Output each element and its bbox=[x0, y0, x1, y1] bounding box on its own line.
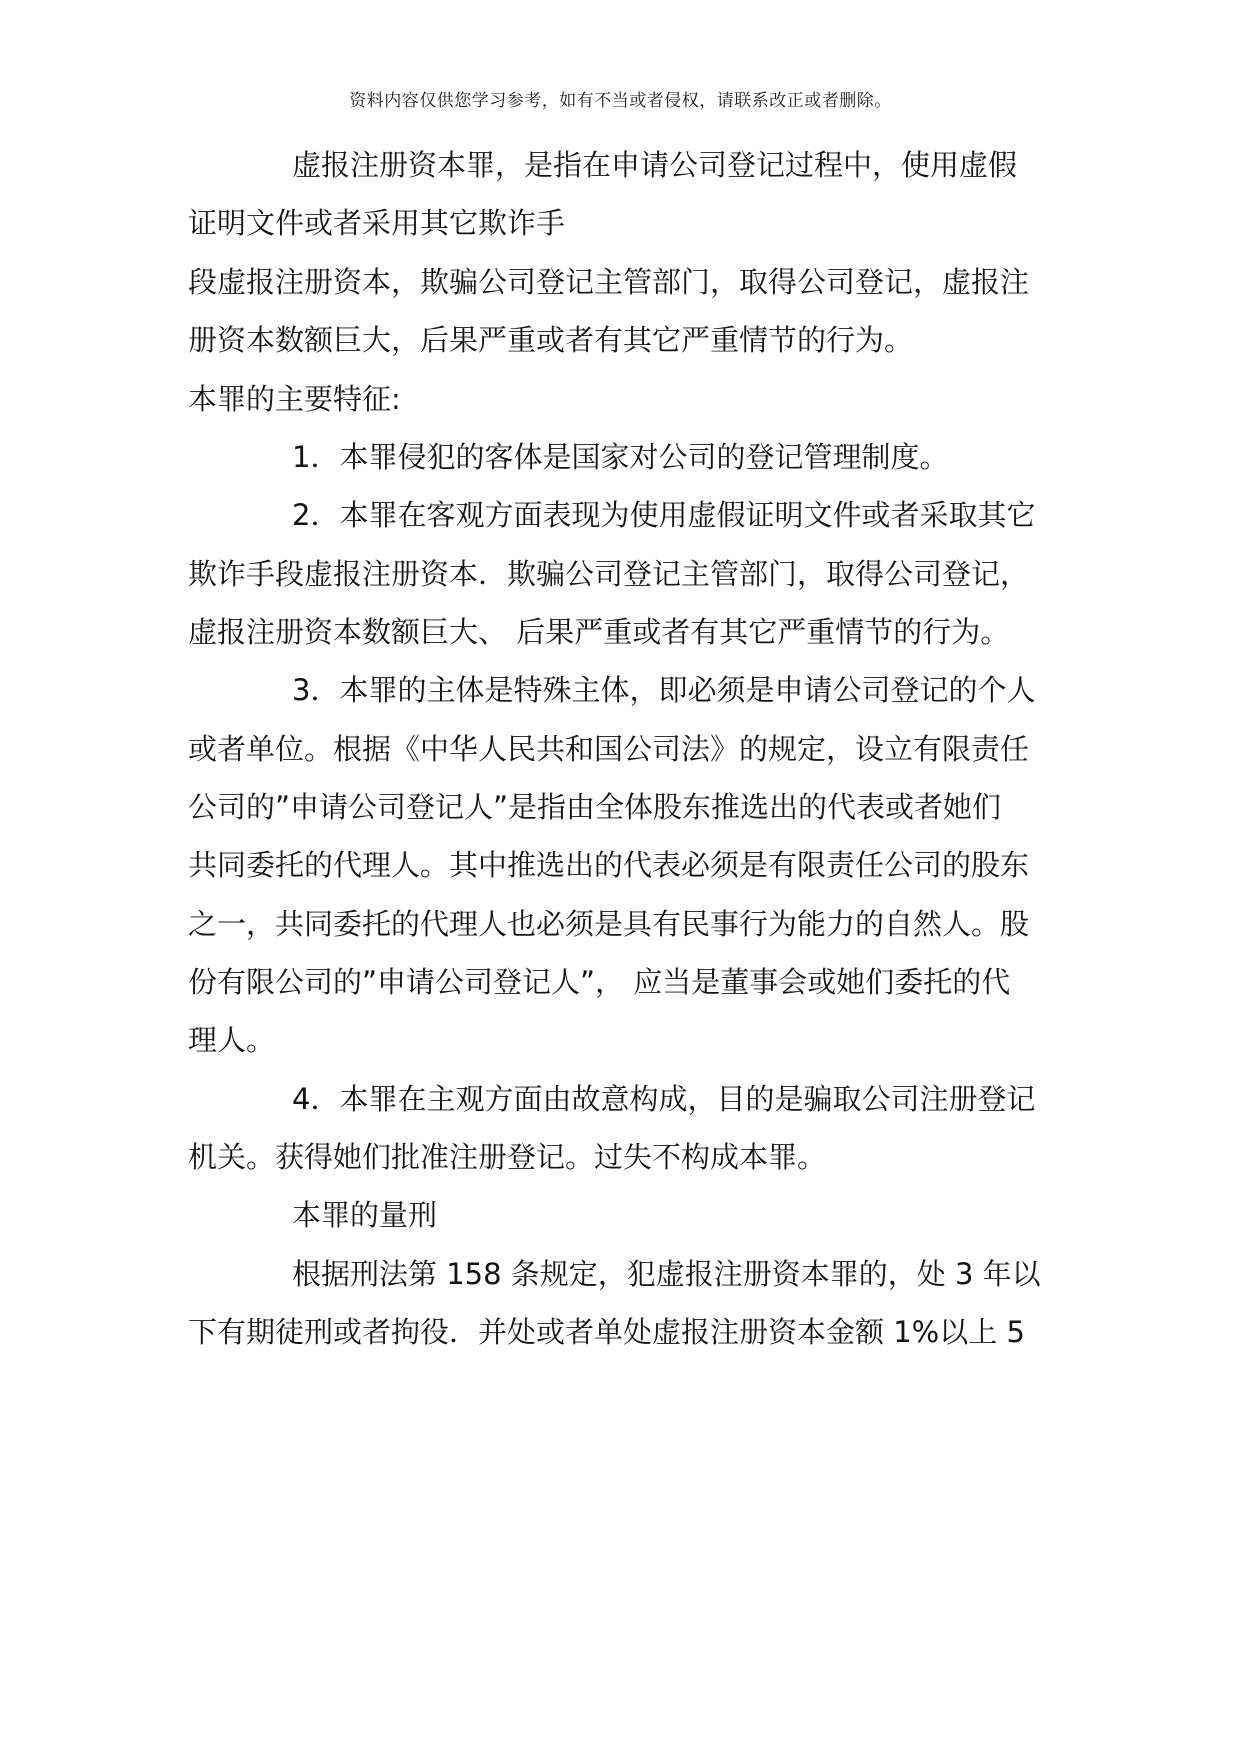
paragraph-line: 根据刑法第 158 条规定，犯虚报注册资本罪的，处 3 年以 bbox=[292, 1257, 1041, 1291]
paragraph-line: 公司的”申请公司登记人”是指由全体股东推选出的代表或者她们 bbox=[188, 790, 1002, 824]
paragraph-line: 份有限公司的”申请公司登记人”， 应当是董事会或她们委托的代 bbox=[188, 965, 1011, 999]
paragraph-line: 证明文件或者采用其它欺诈手 bbox=[188, 206, 566, 240]
paragraph-line: 机关。获得她们批准注册登记。过失不构成本罪。 bbox=[188, 1140, 827, 1174]
paragraph-line: 段虚报注册资本，欺骗公司登记主管部门，取得公司登记，虚报注 bbox=[188, 265, 1030, 299]
paragraph-line: 虚报注册资本数额巨大、 后果严重或者有其它严重情节的行为。 bbox=[188, 615, 1010, 649]
paragraph-line: 3．本罪的主体是特殊主体，即必须是申请公司登记的个人 bbox=[292, 673, 1036, 707]
paragraph-line: 册资本数额巨大，后果严重或者有其它严重情节的行为。 bbox=[188, 323, 914, 357]
paragraph-line: 2．本罪在客观方面表现为使用虚假证明文件或者采取其它 bbox=[292, 498, 1036, 532]
paragraph-line: 欺诈手段虚报注册资本．欺骗公司登记主管部门，取得公司登记， bbox=[188, 557, 1030, 591]
paragraph-line: 4．本罪在主观方面由故意构成，目的是骗取公司注册登记 bbox=[292, 1082, 1036, 1116]
paragraph-line: 1．本罪侵犯的客体是国家对公司的登记管理制度。 bbox=[292, 440, 949, 474]
section-heading: 本罪的主要特征: bbox=[188, 382, 401, 416]
paragraph-line: 或者单位。根据《中华人民共和国公司法》的规定，设立有限责任 bbox=[188, 732, 1030, 766]
paragraph-line: 虚报注册资本罪，是指在申请公司登记过程中，使用虚假 bbox=[292, 148, 1018, 182]
paragraph-line: 之一，共同委托的代理人也必须是具有民事行为能力的自然人。股 bbox=[188, 907, 1030, 941]
page-header-notice: 资料内容仅供您学习参考，如有不当或者侵权，请联系改正或者删除。 bbox=[349, 91, 892, 111]
paragraph-line: 共同委托的代理人。其中推选出的代表必须是有限责任公司的股东 bbox=[188, 848, 1030, 882]
paragraph-line: 下有期徒刑或者拘役．并处或者单处虚报注册资本金额 1%以上 5 bbox=[188, 1315, 1025, 1349]
paragraph-line: 理人。 bbox=[188, 1023, 276, 1057]
section-heading: 本罪的量刑 bbox=[292, 1198, 438, 1232]
